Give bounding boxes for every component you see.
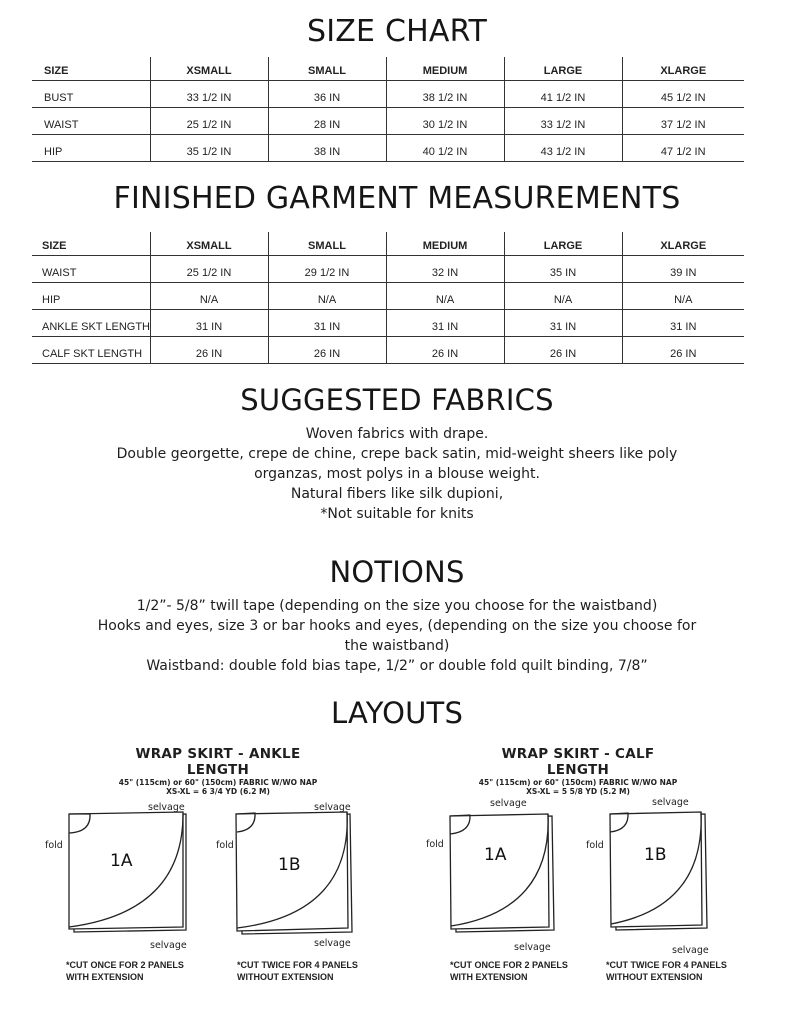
- suggested-fabrics-text: [0, 424, 794, 524]
- fold-label: fold: [426, 839, 444, 850]
- table-row: [32, 310, 744, 337]
- row-label: WAIST: [32, 256, 150, 283]
- column-header: XSMALL: [150, 57, 268, 81]
- table-cell: 38 1/2 IN: [386, 81, 504, 108]
- calf-piece-1b-diagram: [610, 812, 707, 930]
- table-cell: 38 IN: [268, 135, 386, 162]
- cut-note-line: WITH EXTENSION: [66, 972, 144, 982]
- notions-title: NOTIONS: [329, 555, 465, 589]
- column-header: SIZE: [32, 57, 150, 81]
- suggested-fabrics-title: SUGGESTED FABRICS: [240, 383, 554, 417]
- selvage-label: selvage: [148, 802, 185, 813]
- notions-line: Waistband: double fold bias tape, 1/2” or double fold quilt binding, 7/8”: [146, 658, 648, 674]
- table-cell: 36 IN: [268, 81, 386, 108]
- selvage-label: selvage: [150, 940, 187, 951]
- fabrics-line: Woven fabrics with drape.: [305, 426, 489, 442]
- table-cell: 33 1/2 IN: [150, 81, 268, 108]
- calf-length-layout-header: [468, 746, 688, 796]
- piece-1b-label: 1B: [644, 845, 667, 865]
- table-cell: 28 IN: [268, 108, 386, 135]
- table-header-row: [32, 57, 744, 81]
- column-header: XLARGE: [622, 57, 744, 81]
- ankle-piece-1a-diagram: [69, 812, 186, 932]
- ankle-layout-title: WRAP SKIRT - ANKLE LENGTH: [135, 746, 301, 778]
- cut-note-line: WITHOUT EXTENSION: [237, 972, 334, 982]
- table-cell: 26 IN: [504, 337, 622, 364]
- table-cell: 40 1/2 IN: [386, 135, 504, 162]
- table-cell: 43 1/2 IN: [504, 135, 622, 162]
- calf-yardage: XS-XL = 5 5/8 YD (5.2 M): [526, 787, 630, 796]
- table-cell: N/A: [504, 283, 622, 310]
- finished-measurements-title: FINISHED GARMENT MEASUREMENTS: [113, 181, 681, 216]
- table-cell: 30 1/2 IN: [386, 108, 504, 135]
- fabrics-line: Natural fibers like silk dupioni,: [290, 486, 504, 502]
- fold-label: fold: [586, 840, 604, 851]
- notions-line: the waistband): [344, 638, 450, 654]
- table-cell: 47 1/2 IN: [622, 135, 744, 162]
- table-cell: N/A: [622, 283, 744, 310]
- fabrics-line: *Not suitable for knits: [320, 506, 474, 522]
- table-cell: 31 IN: [386, 310, 504, 337]
- table-cell: 31 IN: [268, 310, 386, 337]
- table-cell: 31 IN: [150, 310, 268, 337]
- selvage-label: selvage: [672, 945, 709, 956]
- cut-note-line: *CUT TWICE FOR 4 PANELS: [237, 960, 358, 970]
- table-cell: 35 1/2 IN: [150, 135, 268, 162]
- piece-1b-label: 1B: [278, 855, 301, 875]
- table-cell: 26 IN: [386, 337, 504, 364]
- column-header: SMALL: [268, 232, 386, 256]
- table-cell: N/A: [268, 283, 386, 310]
- finished-measurements-table: [32, 232, 744, 364]
- row-label: WAIST: [32, 108, 150, 135]
- table-row: [32, 81, 744, 108]
- selvage-label: selvage: [490, 798, 527, 809]
- column-header: MEDIUM: [386, 232, 504, 256]
- size-chart-title: SIZE CHART: [307, 14, 487, 49]
- table-cell: 37 1/2 IN: [622, 108, 744, 135]
- piece-1a-label: 1A: [484, 845, 507, 865]
- column-header: LARGE: [504, 232, 622, 256]
- table-cell: 32 IN: [386, 256, 504, 283]
- table-cell: 29 1/2 IN: [268, 256, 386, 283]
- selvage-label: selvage: [514, 942, 551, 953]
- row-label: HIP: [32, 283, 150, 310]
- notions-line: 1/2”- 5/8” twill tape (depending on the size you choose for the waistband): [136, 598, 658, 614]
- fold-label: fold: [216, 840, 234, 851]
- table-cell: 31 IN: [622, 310, 744, 337]
- table-header-row: [32, 232, 744, 256]
- table-row: [32, 337, 744, 364]
- column-header: XLARGE: [622, 232, 744, 256]
- column-header: LARGE: [504, 57, 622, 81]
- piece-1a-label: 1A: [110, 851, 133, 871]
- table-cell: 45 1/2 IN: [622, 81, 744, 108]
- column-header: SIZE: [32, 232, 150, 256]
- fabrics-line: Double georgette, crepe de chine, crepe back satin, mid-weight sheers like poly: [116, 446, 678, 462]
- calf-fabric-width: 45" (115cm) or 60" (150cm) FABRIC W/WO NAP: [478, 778, 678, 787]
- table-cell: 33 1/2 IN: [504, 108, 622, 135]
- table-cell: N/A: [386, 283, 504, 310]
- layouts-title: LAYOUTS: [330, 696, 464, 730]
- notions-line: Hooks and eyes, size 3 or bar hooks and eyes, (depending on the size you choose for: [97, 618, 697, 634]
- column-header: MEDIUM: [386, 57, 504, 81]
- calf-layout-title: WRAP SKIRT - CALF LENGTH: [501, 746, 655, 778]
- table-cell: 35 IN: [504, 256, 622, 283]
- ankle-fabric-width: 45" (115cm) or 60" (150cm) FABRIC W/WO NAP: [118, 778, 318, 787]
- cut-note-line: WITHOUT EXTENSION: [606, 972, 703, 982]
- table-row: [32, 283, 744, 310]
- table-row: [32, 108, 744, 135]
- column-header: XSMALL: [150, 232, 268, 256]
- selvage-label: selvage: [314, 802, 351, 813]
- notions-text: [0, 596, 794, 676]
- cutting-layout-diagrams: [0, 790, 794, 990]
- ankle-yardage: XS-XL = 6 3/4 YD (6.2 M): [166, 787, 270, 796]
- cut-note-line: *CUT ONCE FOR 2 PANELS: [66, 960, 184, 970]
- row-label: CALF SKT LENGTH: [32, 337, 150, 364]
- cut-note-line: *CUT ONCE FOR 2 PANELS: [450, 960, 568, 970]
- table-row: [32, 256, 744, 283]
- row-label: ANKLE SKT LENGTH: [32, 310, 150, 337]
- table-cell: N/A: [150, 283, 268, 310]
- cut-note-line: *CUT TWICE FOR 4 PANELS: [606, 960, 727, 970]
- size-chart-table: [32, 57, 744, 162]
- selvage-label: selvage: [314, 938, 351, 949]
- row-label: BUST: [32, 81, 150, 108]
- cut-note-line: WITH EXTENSION: [450, 972, 528, 982]
- table-cell: 39 IN: [622, 256, 744, 283]
- column-header: SMALL: [268, 57, 386, 81]
- calf-piece-1a-diagram: [450, 814, 554, 932]
- table-cell: 41 1/2 IN: [504, 81, 622, 108]
- table-cell: 31 IN: [504, 310, 622, 337]
- table-cell: 25 1/2 IN: [150, 256, 268, 283]
- fabrics-line: organzas, most polys in a blouse weight.: [254, 466, 540, 482]
- table-cell: 26 IN: [622, 337, 744, 364]
- table-row: [32, 135, 744, 162]
- fold-label: fold: [45, 840, 63, 851]
- selvage-label: selvage: [652, 797, 689, 808]
- ankle-length-layout-header: [108, 746, 328, 796]
- table-cell: 25 1/2 IN: [150, 108, 268, 135]
- table-cell: 26 IN: [268, 337, 386, 364]
- row-label: HIP: [32, 135, 150, 162]
- table-cell: 26 IN: [150, 337, 268, 364]
